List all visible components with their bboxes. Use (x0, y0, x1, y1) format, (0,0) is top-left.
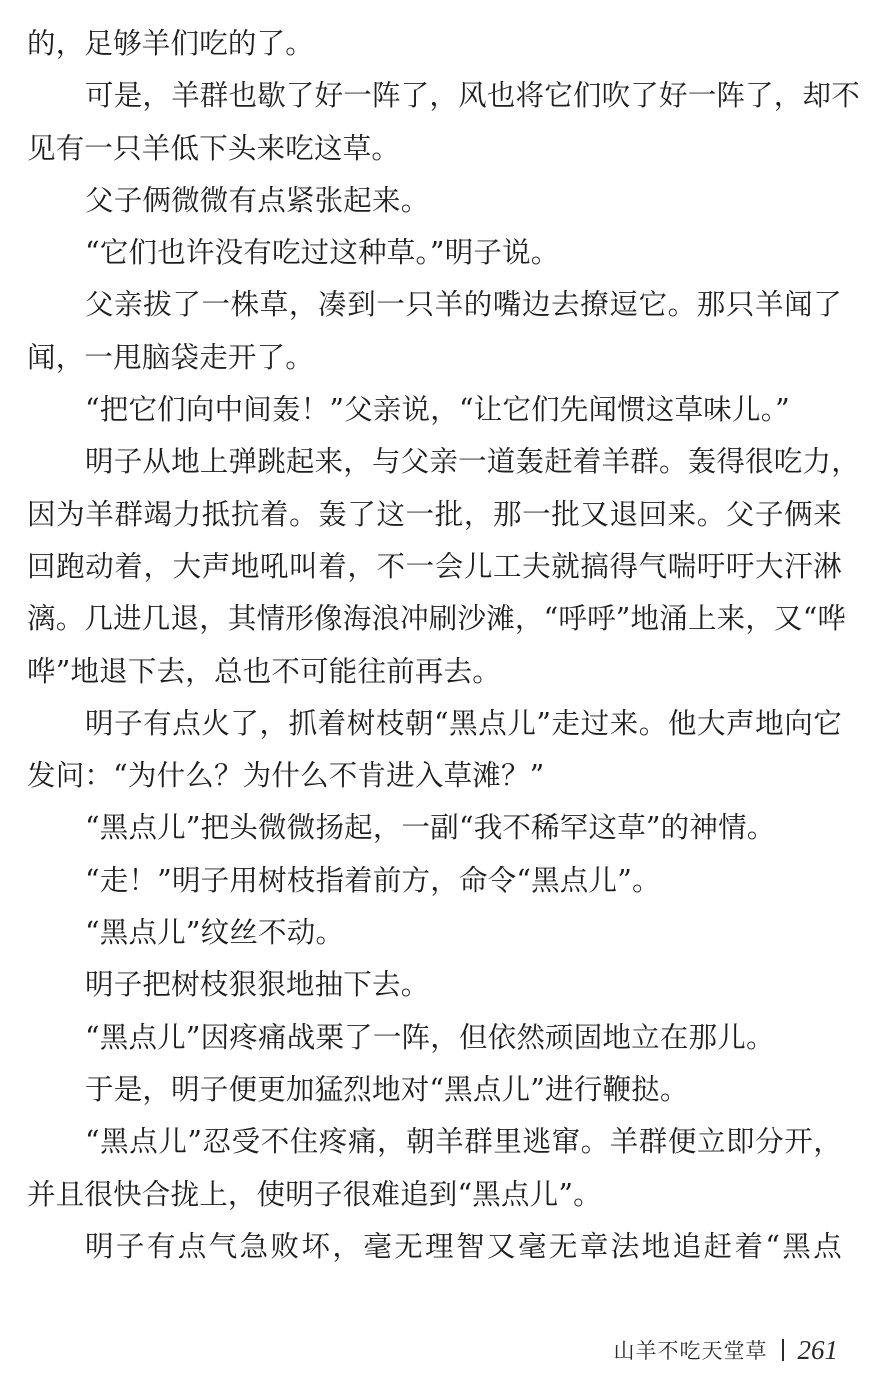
text-line: 的，足够羊们吃的了。 (27, 27, 315, 60)
text-line: “黑点儿”把头微微扬起，一副“我不稀罕这草”的神情。 (85, 811, 776, 845)
body-text (27, 18, 860, 1273)
text-line: 明子从地上弹跳起来，与父亲一道轰赶着羊群。轰得很吃力， (85, 445, 860, 479)
footer-divider (782, 1339, 784, 1361)
text-line: “把它们向中间轰！”父亲说，“让它们先闻惯这草味儿。” (85, 393, 790, 427)
text-line: “黑点儿”纹丝不动。 (85, 916, 345, 950)
running-title: 山羊不吃天堂草 (613, 1339, 768, 1363)
text-line: 哗”地退下去，总也不可能往前再去。 (27, 654, 501, 688)
text-line: 漓。几进几退，其情形像海浪冲刷沙滩，“呼呼”地涌上来，又“哗 (27, 602, 847, 636)
text-line: 明子把树枝狠狠地抽下去。 (85, 968, 430, 1002)
text-line: 父子俩微微有点紧张起来。 (85, 183, 430, 217)
text-line: 因为羊群竭力抵抗着。轰了这一批，那一批又退回来。父子俩来 (27, 497, 842, 531)
text-line: 闻，一甩脑袋走开了。 (27, 340, 315, 374)
text-line: “黑点儿”因疼痛战栗了一阵，但依然顽固地立在那儿。 (85, 1020, 775, 1054)
page-number: 261 (797, 1334, 838, 1365)
text-line: 可是，羊群也歇了好一阵了，风也将它们吹了好一阵了，却不 (85, 79, 860, 113)
text-line: 并且很快合拢上，使明子很难追到“黑点儿”。 (27, 1177, 602, 1211)
text-line: “黑点儿”忍受不住疼痛，朝羊群里逃窜。羊群便立即分开， (85, 1125, 842, 1159)
text-line: 父亲拔了一株草，凑到一只羊的嘴边去撩逗它。那只羊闻了 (85, 288, 842, 322)
text-line: 发问：“为什么？为什么不肯进入草滩？” (27, 759, 545, 793)
page-footer (614, 1330, 839, 1370)
text-line: “走！”明子用树枝指着前方，命令“黑点儿”。 (85, 863, 661, 897)
text-line: 于是，明子便更加猛烈地对“黑点儿”进行鞭挞。 (85, 1072, 689, 1106)
text-line: 回跑动着，大声地吼叫着，不一会儿工夫就搞得气喘吁吁大汗淋 (27, 549, 842, 583)
text-line: 明子有点火了，抓着树枝朝“黑点儿”走过来。他大声地向它 (85, 706, 842, 740)
text-line: “它们也许没有吃过这种草。”明子说。 (85, 236, 560, 270)
text-line: 明子有点气急败坏，毫无理智又毫无章法地追赶着“黑点 (85, 1229, 842, 1263)
text-line: 见有一只羊低下头来吃这草。 (27, 131, 401, 165)
